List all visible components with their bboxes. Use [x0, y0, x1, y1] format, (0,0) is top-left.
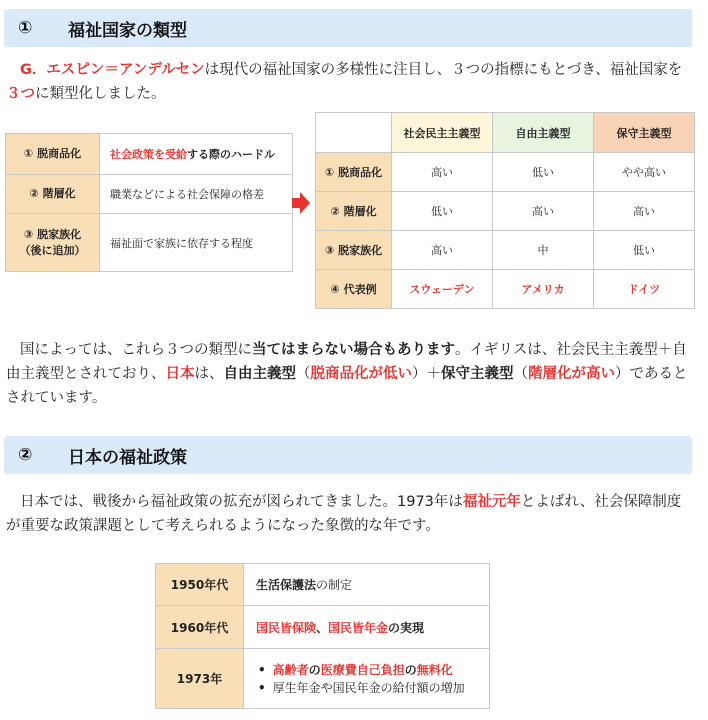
list-item [258, 661, 489, 679]
note-bold: 当てはまらない場合もあります [252, 342, 455, 358]
row-label: ③ 脱家族化 [316, 231, 392, 270]
table-row [156, 564, 490, 606]
intro-text-end: に類型化しました。 [35, 86, 166, 102]
type-header-social-democratic: 社会民主主義型 [392, 113, 493, 153]
right-arrow-icon [292, 192, 310, 214]
table-cell: 中 [493, 231, 594, 270]
history-list [258, 661, 489, 697]
table-row [316, 153, 695, 192]
section-title: 福祉国家の類型 [68, 20, 187, 41]
intro-paragraph [6, 58, 694, 106]
section-number: ② [18, 445, 33, 465]
history-desc [244, 649, 490, 709]
history-red: 無料化 [416, 662, 453, 677]
history-text: の実現 [388, 620, 425, 635]
history-bold: 生活保護法 [256, 578, 317, 592]
section2-paragraph [6, 490, 694, 538]
row-label: ④ 代表例 [316, 270, 392, 309]
section-number: ① [18, 18, 33, 38]
note-red: 階層化が高い [528, 366, 615, 382]
table-cell: 低い [594, 231, 695, 270]
table-cell: 高い [594, 192, 695, 231]
indicators-table [5, 133, 293, 272]
row-label: ① 脱商品化 [316, 153, 392, 192]
type-header-conservative: 保守主義型 [594, 113, 695, 153]
example-country: アメリカ [493, 270, 594, 309]
history-red: 国民皆保険 [256, 620, 317, 635]
history-red: 国民皆年金 [328, 620, 389, 635]
note-text: は、 [194, 366, 224, 382]
note-paragraph [6, 338, 694, 410]
year-label: 1973年 [156, 649, 244, 709]
history-text: の制定 [316, 578, 353, 592]
indicator-label: ③ 脱家族化 （後に追加） [6, 214, 100, 272]
indicator-desc-red: 社会政策を受給 [110, 148, 187, 161]
note-text: 。イギリスは、社会民主主義型＋自由主義型とされており、 [6, 342, 687, 382]
table-row [316, 270, 695, 309]
s2-text: とよばれ、社会保障制度が重要な政策課題として考えられるようになった象徴的な年です。 [6, 494, 682, 534]
note-bold: 保守主義型 [441, 366, 514, 382]
indicator-desc: 福祉面で家族に依存する程度 [100, 214, 293, 272]
table-row [6, 134, 293, 175]
note-red: 脱商品化が低い [310, 366, 412, 382]
indicator-desc-bold: する際のハードル [187, 148, 275, 161]
table-cell: やや高い [594, 153, 695, 192]
table-cell: 低い [392, 192, 493, 231]
corner-cell [316, 113, 392, 153]
table-row [6, 214, 293, 272]
table-row [156, 649, 490, 709]
table-row [316, 192, 695, 231]
indicator-label: ① 脱商品化 [6, 134, 100, 175]
s2-red: 福祉元年 [462, 494, 521, 510]
table-cell: 高い [392, 231, 493, 270]
table-cell: 低い [493, 153, 594, 192]
history-desc [244, 606, 490, 649]
example-country: スウェーデン [392, 270, 493, 309]
example-country: ドイツ [594, 270, 695, 309]
history-text: の [308, 662, 321, 677]
history-sep: 、 [316, 620, 329, 635]
history-red: 高齢者 [272, 662, 309, 677]
table-cell: 高い [493, 192, 594, 231]
indicator-desc [100, 134, 293, 175]
history-text: の [404, 662, 417, 677]
section-header-2 [4, 436, 692, 474]
row-label: ② 階層化 [316, 192, 392, 231]
section-title: 日本の福祉政策 [68, 447, 187, 468]
history-desc [244, 564, 490, 606]
note-text: （ [513, 366, 528, 382]
author-name: G．エスピン＝アンデルセン [20, 62, 205, 78]
table-row [6, 175, 293, 214]
history-table [155, 563, 490, 709]
table-row [316, 231, 695, 270]
indicator-label: ② 階層化 [6, 175, 100, 214]
intro-three: ３つ [6, 86, 35, 102]
note-text: （ [296, 366, 311, 382]
type-header-liberal: 自由主義型 [493, 113, 594, 153]
history-red: 医療費自己負担 [320, 662, 405, 677]
list-item: • 厚生年金や国民年金の給付額の増加 [258, 679, 489, 697]
note-text: ）であるとされています。 [6, 366, 688, 406]
table-row [156, 606, 490, 649]
table-header-row [316, 113, 695, 153]
note-red: 日本 [165, 366, 195, 382]
indicator-desc: 職業などによる社会保障の格差 [100, 175, 293, 214]
year-label: 1950年代 [156, 564, 244, 606]
note-text: ）＋ [412, 366, 441, 382]
note-bold: 自由主義型 [223, 366, 296, 382]
welfare-types-table [315, 112, 695, 309]
note-text: 国によっては、これら３つの類型に [20, 342, 252, 358]
table-cell: 高い [392, 153, 493, 192]
section-header-1 [4, 9, 692, 47]
year-label: 1960年代 [156, 606, 244, 649]
intro-text: は現代の福祉国家の多様性に注目し、３つの指標にもとづき、福祉国家を [204, 62, 683, 78]
s2-text: 日本では、戦後から福祉政策の拡充が図られてきました。1973年は [20, 494, 463, 510]
